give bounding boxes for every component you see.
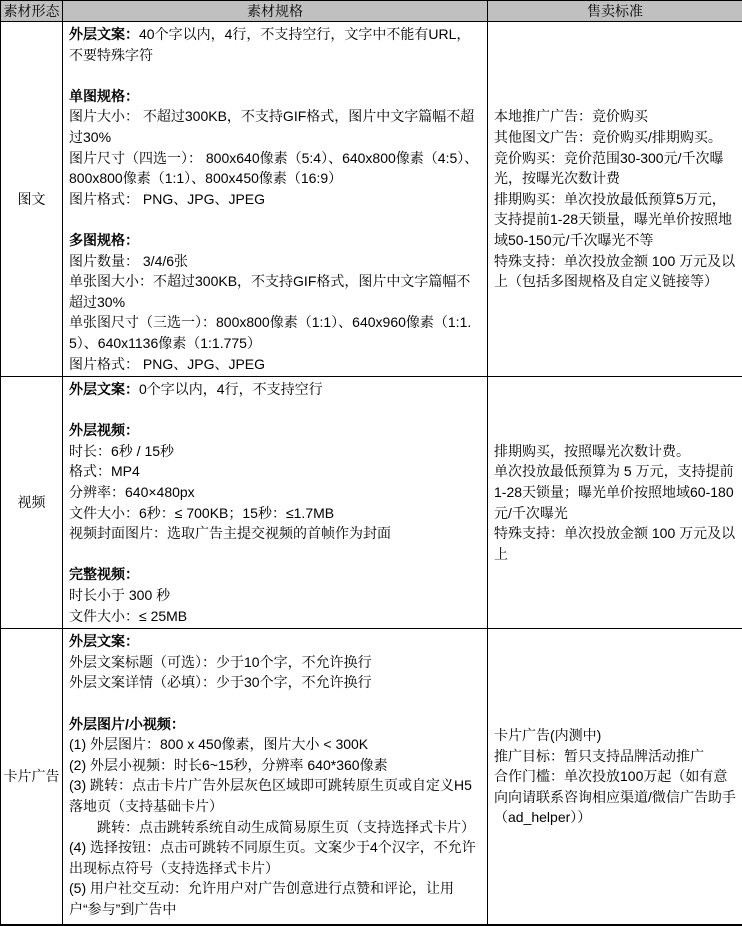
- spec-line: 单图规格：: [69, 86, 481, 107]
- spec-line: 时长：6秒 / 15秒: [69, 441, 481, 462]
- spec-line: [69, 544, 481, 565]
- spec-line: 图片大小： 不超过300KB，不支持GIF格式，图片中文字篇幅不超过30%: [69, 106, 481, 147]
- sales-line: 排期购买，按照曝光次数计费。: [494, 441, 736, 462]
- spec-line: 视频封面图片：选取广告主提交视频的首帧作为封面: [69, 523, 481, 544]
- sales-line: 竞价购买：竞价范围30-300元/千次曝光，按曝光次数计费: [494, 148, 736, 189]
- spec-line: 外层图片/小视频：: [69, 714, 481, 735]
- spec-line: 分辨率：640×480px: [69, 482, 481, 503]
- header-sales-standard: 售卖标准: [488, 1, 742, 22]
- sales-standard-cell: [488, 377, 742, 629]
- table-row: [1, 22, 742, 377]
- spec-line: 文件大小：≤ 25MB: [69, 606, 481, 627]
- material-spec-cell: [63, 629, 488, 925]
- spec-line: 外层文案：0个字以内，4行，不支持空行: [69, 379, 481, 400]
- spec-line: [69, 693, 481, 714]
- spec-line: 单张图大小：不超过300KB，不支持GIF格式，图片中文字篇幅不超过30%: [69, 271, 481, 312]
- spec-line: 时长小于 300 秒: [69, 585, 481, 606]
- spec-line: 图片尺寸（四选一）： 800x640像素（5:4）、640x800像素（4:5）、800x800像素（1:1）、800x450像素（16:9）: [69, 148, 481, 189]
- spec-line: 图片格式： PNG、JPG、JPEG: [69, 354, 481, 375]
- spec-line: (2) 外层小视频：时长6~15秒，分辨率 640*360像素: [69, 755, 481, 776]
- spec-line: (5) 用户社交互动：允许用户对广告创意进行点赞和评论，让用户“参与”到广告中: [69, 878, 481, 919]
- material-form-cell: 卡片广告: [1, 629, 63, 925]
- sales-line: 本地推广广告：竞价购买: [494, 106, 736, 127]
- sales-line: 特殊支持：单次投放金额 100 万元及以上（包括多图规格及自定义链接等）: [494, 251, 736, 292]
- spec-line: (4) 选择按钮：点击可跳转不同原生页。文案少于4个汉字，不允许出现标点符号（支持选择式卡片）: [69, 837, 481, 878]
- spec-line: 单张图尺寸（三选一）：800x800像素（1:1）、640x960像素（1:1.5）、640x1136像素（1:1.775）: [69, 312, 481, 353]
- material-spec-cell: [63, 22, 488, 377]
- spec-line: [69, 209, 481, 230]
- material-form-cell: 图文: [1, 22, 63, 377]
- sales-line: 单次投放最低预算为 5 万元，支持提前1-28天锁量；曝光单价按照地域60-180元/千次曝光: [494, 461, 736, 523]
- spec-line: [69, 400, 481, 421]
- spec-line: 文件大小：6秒：≤ 700KB；15秒：≤1.7MB: [69, 503, 481, 524]
- spec-line: [69, 65, 481, 86]
- spec-line: 格式：MP4: [69, 461, 481, 482]
- table-row: [1, 629, 742, 925]
- sales-line: 卡片广告(内测中): [494, 725, 736, 746]
- spec-line: 外层文案标题（可选）：少于10个字，不允许换行: [69, 652, 481, 673]
- spec-line: (1) 外层图片：800 x 450像素，图片大小 < 300K: [69, 734, 481, 755]
- header-material-spec: 素材规格: [63, 1, 488, 22]
- spec-line: 外层视频：: [69, 420, 481, 441]
- table-header-row: [1, 1, 742, 22]
- header-material-form: 素材形态: [1, 1, 63, 22]
- sales-line: 推广目标：暂只支持品牌活动推广: [494, 746, 736, 767]
- sales-line: 排期购买：单次投放最低预算5万元，支持提前1-28天锁量，曝光单价按照地域50-150元/千次曝光不等: [494, 189, 736, 251]
- sales-standard-cell: [488, 22, 742, 377]
- spec-line: (3) 跳转：点击卡片广告外层灰色区域即可跳转原生页或自定义H5落地页（支持基础卡片）: [69, 775, 481, 816]
- sales-line: 合作门槛：单次投放100万起（如有意向向请联系咨询相应渠道/微信广告助手（ad_helper））: [494, 766, 736, 828]
- material-spec-cell: [63, 377, 488, 629]
- spec-line: 多图规格：: [69, 230, 481, 251]
- sales-line: 特殊支持：单次投放金额 100 万元及以上: [494, 523, 736, 564]
- spec-line: 完整视频：: [69, 564, 481, 585]
- spec-line: 跳转：点击跳转系统自动生成简易原生页（支持选择式卡片）: [69, 817, 481, 838]
- spec-line: 外层文案：: [69, 631, 481, 652]
- material-form-cell: 视频: [1, 377, 63, 629]
- sales-line: 其他图文广告：竞价购买/排期购买。: [494, 127, 736, 148]
- spec-line: 图片格式： PNG、JPG、JPEG: [69, 189, 481, 210]
- spec-line: 外层文案：40个字以内，4行，不支持空行，文字中不能有URL，不要特殊字符: [69, 24, 481, 65]
- spec-line: 外层文案详情（必填）：少于30个字，不允许换行: [69, 672, 481, 693]
- spec-line: 图片数量： 3/4/6张: [69, 251, 481, 272]
- table-row: [1, 377, 742, 629]
- sales-standard-cell: [488, 629, 742, 925]
